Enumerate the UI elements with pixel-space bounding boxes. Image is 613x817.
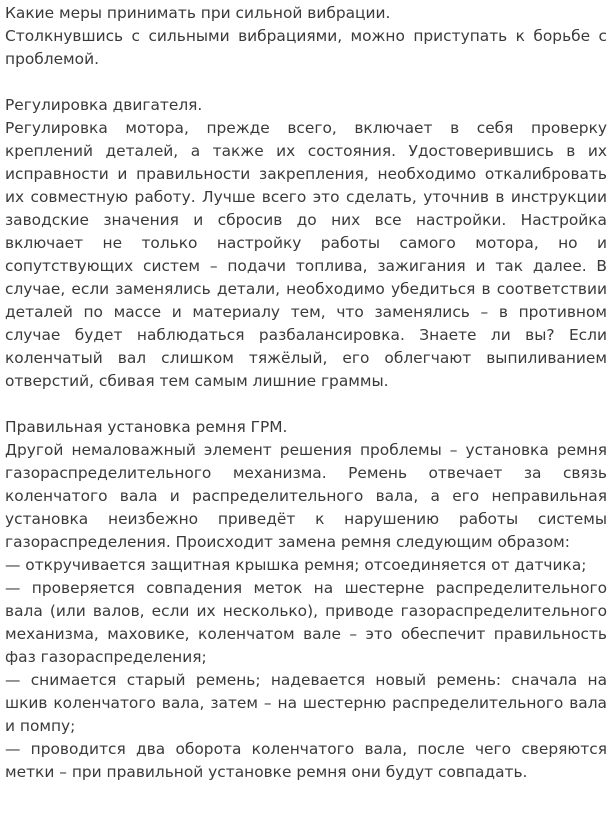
paragraph-gap <box>5 393 607 416</box>
belt-step-1: — откручивается защитная крышка ремня; отсоединяется от датчика; <box>5 556 587 574</box>
intro-heading: Какие меры принимать при сильной вибрации. <box>5 4 391 22</box>
belt-section-heading: Правильная установка ремня ГРМ. <box>5 418 288 436</box>
belt-step-4: — проводится два оборота коленчатого вала, после чего сверяются метки – при правильной установке ремня они будут совпадать. <box>5 740 607 781</box>
intro-paragraph: Столкнувшись с сильными вибрациями, можно приступать к борьбе с проблемой. <box>5 27 607 68</box>
belt-step-3: — снимается старый ремень; надевается новый ремень: сначала на шкив коленчатого вала, затем – на шестерню распределительного вала и помпу; <box>5 671 607 735</box>
belt-step-2: — проверяется совпадения меток на шестерне распределительного вала (или валов, если их несколько), приводе газораспределительного механизма, маховике, коленчатом вале – это обеспечит правильность фаз газораспределения; <box>5 579 607 666</box>
engine-section-paragraph: Регулировка мотора, прежде всего, включает в себя проверку креплений деталей, а также их состояния. Удостоверившись в их исправности и правильности закрепления, необходимо откалибровать их совместную работу. Лучше всего это сделать, уточнив в инструкции заводские значения и сбросив до них все настройки. Настройка включает не только настройку работы самого мотора, но и сопутствующих систем – подачи топлива, зажигания и так далее. В случае, если заменялись детали, необходимо убедиться в соответствии деталей по массе и материалу тем, что заменялись – в противном случае будет наблюдаться разбалансировка. Знаете ли вы? Если коленчатый вал слишком тяжёлый, его облегчают выпиливанием отверстий, сбивая тем самым лишние граммы. <box>5 119 607 390</box>
belt-section-paragraph: Другой немаловажный элемент решения проблемы – установка ремня газораспределительного механизма. Ремень отвечает за связь коленчатого вала и распределительного вала, а его неправильная установка неизбежно приведёт к нарушению работы системы газораспределения. Происходит замена ремня следующим образом: <box>5 441 607 551</box>
paragraph-gap <box>5 71 607 94</box>
engine-section-heading: Регулировка двигателя. <box>5 96 203 114</box>
